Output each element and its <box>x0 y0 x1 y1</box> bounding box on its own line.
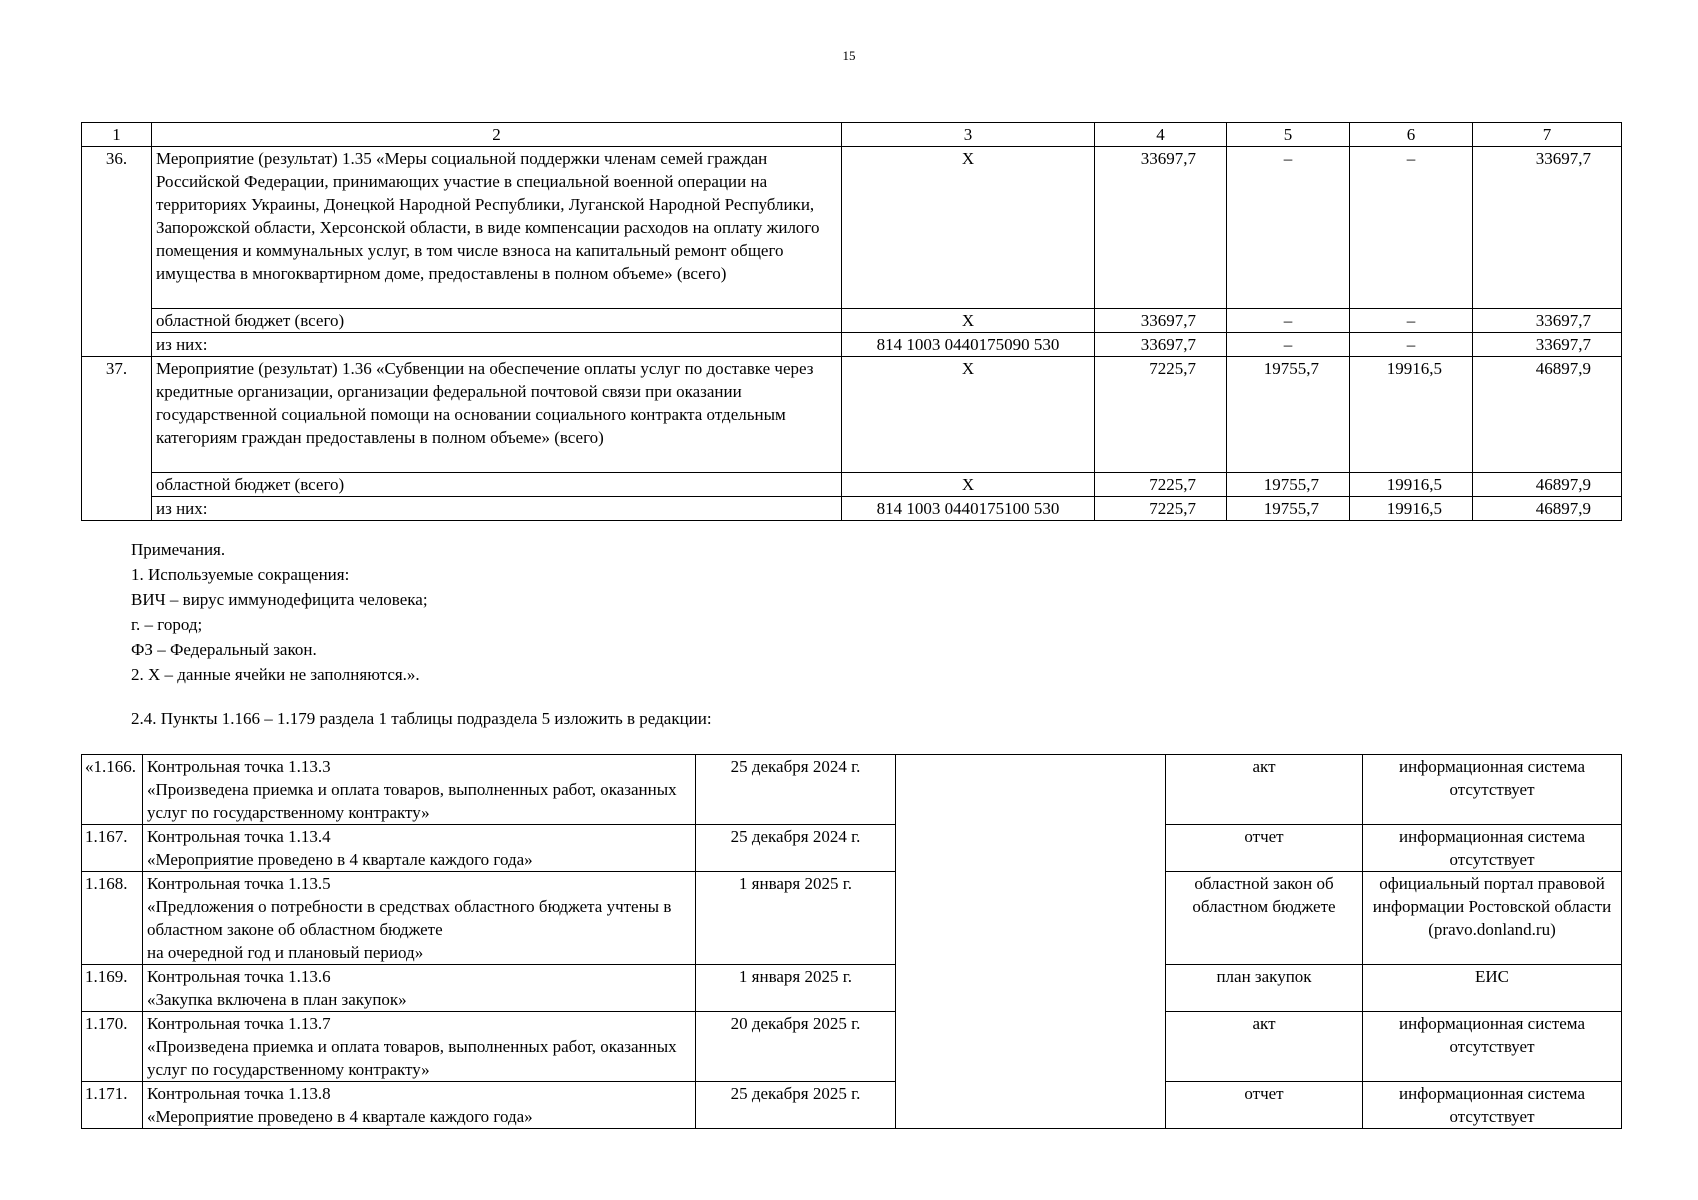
row-code: X <box>842 309 1095 333</box>
row-document: областной закон об областном бюджете <box>1166 872 1363 965</box>
value-cell: – <box>1227 333 1350 357</box>
header-cell: 2 <box>152 123 842 147</box>
row-source: ЕИС <box>1363 965 1622 1012</box>
table-subrow <box>82 333 1622 357</box>
value-cell: 19755,7 <box>1227 357 1350 473</box>
value-cell: 46897,9 <box>1473 473 1622 497</box>
table-subrow <box>82 309 1622 333</box>
row-document: отчет <box>1166 1082 1363 1129</box>
row-date: 25 декабря 2024 г. <box>696 755 896 825</box>
notes-block <box>131 537 428 687</box>
table-subrow <box>82 497 1622 521</box>
value-cell: – <box>1350 333 1473 357</box>
subrow-label: из них: <box>152 333 842 357</box>
row-number: 1.171. <box>82 1082 143 1129</box>
table-row <box>82 872 1622 965</box>
row-description: Контрольная точка 1.13.8 «Мероприятие проведено в 4 квартале каждого года» <box>143 1082 696 1129</box>
row-date: 25 декабря 2024 г. <box>696 825 896 872</box>
table-row <box>82 1082 1622 1129</box>
row-source: информационная система отсутствует <box>1363 755 1622 825</box>
row-description: Контрольная точка 1.13.5 «Предложения о потребности в средствах областного бюджета учтены в областном законе об областном бюджете на очередной год и плановый период» <box>143 872 696 965</box>
value-cell: 33697,7 <box>1473 147 1622 309</box>
row-description: Контрольная точка 1.13.3 «Произведена приемка и оплата товаров, выполненных работ, оказанных услуг по государственному контракту» <box>143 755 696 825</box>
table-row <box>82 1012 1622 1082</box>
notes-line: г. – город; <box>131 615 203 634</box>
row-date: 1 января 2025 г. <box>696 965 896 1012</box>
notes-line: ФЗ – Федеральный закон. <box>131 640 317 659</box>
control-points-table <box>81 754 1622 1129</box>
notes-line: ВИЧ – вирус иммунодефицита человека; <box>131 590 428 609</box>
row-number: 1.168. <box>82 872 143 965</box>
table-row <box>82 965 1622 1012</box>
row-title: Мероприятие (результат) 1.35 «Меры социальной поддержки членам семей граждан Российской Федерации, принимающих участие в специальной военной операции на территориях Украины, Донецкой Народной Республики, Луганской Народной Республики, Запорожской области, Херсонской области, в виде компенсации расходов на оплату жилого помещения и коммунальных услуг, в том числе взноса на капитальный ремонт общего имущества в многоквартирном доме, предоставлены в полном объеме» (всего) <box>152 147 842 309</box>
header-cell: 6 <box>1350 123 1473 147</box>
budget-table <box>81 122 1622 521</box>
value-cell: – <box>1350 309 1473 333</box>
page-number: 15 <box>842 48 856 63</box>
row-date: 20 декабря 2025 г. <box>696 1012 896 1082</box>
row-number: 1.167. <box>82 825 143 872</box>
row-number: 1.169. <box>82 965 143 1012</box>
table-row <box>82 825 1622 872</box>
table-row <box>82 147 1622 309</box>
header-cell: 7 <box>1473 123 1622 147</box>
notes-line: 2. X – данные ячейки не заполняются.». <box>131 665 420 684</box>
intro-paragraph: 2.4. Пункты 1.166 – 1.179 раздела 1 таблицы подраздела 5 изложить в редакции: <box>131 709 712 728</box>
row-code: X <box>842 147 1095 309</box>
value-cell: 33697,7 <box>1095 309 1227 333</box>
header-row <box>82 123 1622 147</box>
value-cell: 33697,7 <box>1095 333 1227 357</box>
value-cell: 7225,7 <box>1095 473 1227 497</box>
row-document: акт <box>1166 755 1363 825</box>
row-code: X <box>842 357 1095 473</box>
header-cell: 4 <box>1095 123 1227 147</box>
value-cell: 33697,7 <box>1473 309 1622 333</box>
row-description: Контрольная точка 1.13.4 «Мероприятие проведено в 4 квартале каждого года» <box>143 825 696 872</box>
row-code: X <box>842 473 1095 497</box>
row-number: 37. <box>82 357 152 521</box>
row-number: «1.166. <box>82 755 143 825</box>
row-source: официальный портал правовой информации Ростовской области (pravo.donland.ru) <box>1363 872 1622 965</box>
row-title: Мероприятие (результат) 1.36 «Субвенции на обеспечение оплаты услуг по доставке через кредитные организации, организации федеральной почтовой связи при оказании государственной социальной помощи на основании социального контракта отдельным категориям граждан предоставлены в полном объеме» (всего) <box>152 357 842 473</box>
empty-merged-cell <box>896 755 1166 1129</box>
value-cell: 46897,9 <box>1473 357 1622 473</box>
value-cell: – <box>1227 147 1350 309</box>
value-cell: 7225,7 <box>1095 497 1227 521</box>
row-number: 1.170. <box>82 1012 143 1082</box>
row-date: 25 декабря 2025 г. <box>696 1082 896 1129</box>
budget-code: 814 1003 0440175090 530 <box>842 333 1095 357</box>
row-source: информационная система отсутствует <box>1363 1012 1622 1082</box>
value-cell: – <box>1350 147 1473 309</box>
subrow-label: областной бюджет (всего) <box>152 473 842 497</box>
subrow-label: из них: <box>152 497 842 521</box>
value-cell: 33697,7 <box>1095 147 1227 309</box>
value-cell: 19916,5 <box>1350 497 1473 521</box>
value-cell: 19755,7 <box>1227 497 1350 521</box>
row-document: отчет <box>1166 825 1363 872</box>
row-source: информационная система отсутствует <box>1363 825 1622 872</box>
budget-code: 814 1003 0440175100 530 <box>842 497 1095 521</box>
row-description: Контрольная точка 1.13.6 «Закупка включена в план закупок» <box>143 965 696 1012</box>
value-cell: 19755,7 <box>1227 473 1350 497</box>
row-document: акт <box>1166 1012 1363 1082</box>
row-document: план закупок <box>1166 965 1363 1012</box>
table-row <box>82 357 1622 473</box>
subrow-label: областной бюджет (всего) <box>152 309 842 333</box>
row-number: 36. <box>82 147 152 357</box>
value-cell: – <box>1227 309 1350 333</box>
table-row <box>82 755 1622 825</box>
header-cell: 5 <box>1227 123 1350 147</box>
value-cell: 46897,9 <box>1473 497 1622 521</box>
value-cell: 19916,5 <box>1350 473 1473 497</box>
notes-line: 1. Используемые сокращения: <box>131 565 350 584</box>
header-cell: 3 <box>842 123 1095 147</box>
value-cell: 33697,7 <box>1473 333 1622 357</box>
notes-heading: Примечания. <box>131 540 226 559</box>
value-cell: 19916,5 <box>1350 357 1473 473</box>
row-description: Контрольная точка 1.13.7 «Произведена приемка и оплата товаров, выполненных работ, оказанных услуг по государственному контракту» <box>143 1012 696 1082</box>
row-date: 1 января 2025 г. <box>696 872 896 965</box>
header-cell: 1 <box>82 123 152 147</box>
value-cell: 7225,7 <box>1095 357 1227 473</box>
row-source: информационная система отсутствует <box>1363 1082 1622 1129</box>
table-subrow <box>82 473 1622 497</box>
